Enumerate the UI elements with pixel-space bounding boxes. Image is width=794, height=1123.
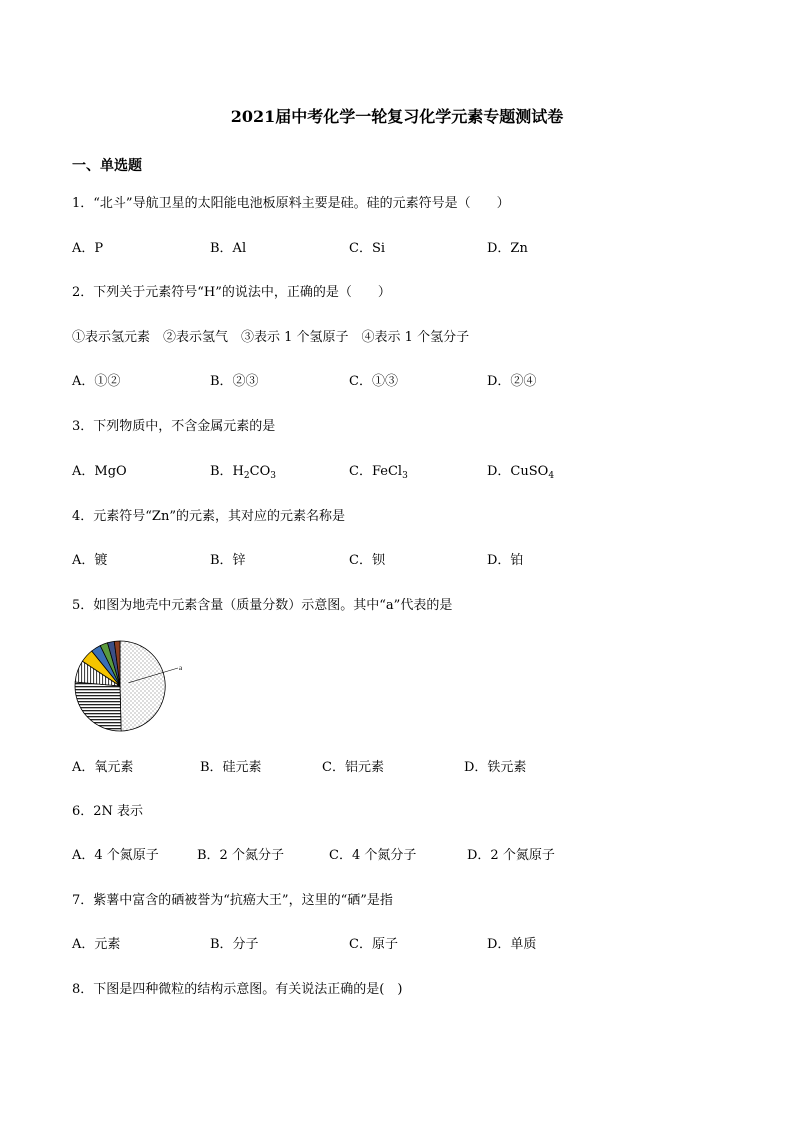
question-3-option-a: A．MgO (72, 464, 127, 479)
section-heading: 一、单选题 (72, 158, 142, 174)
question-2-option-a: A．①② (72, 374, 121, 389)
pie-slice-2 (75, 682, 121, 731)
question-6-stem: 6．2N 表示 (72, 804, 144, 819)
question-1-stem: 1．“北斗”导航卫星的太阳能电池板原料主要是硅。硅的元素符号是（ ） (72, 196, 510, 211)
page-title: 2021届中考化学一轮复习化学元素专题测试卷 (230, 107, 564, 126)
question-6-option-c: C．4 个氮分子 (329, 848, 417, 863)
question-3-option-b: B．$H_2CO_3$ (210, 464, 276, 481)
question-5-option-a: A．氧元素 (72, 760, 134, 775)
question-2-option-d: D．②④ (487, 374, 537, 389)
question-4-option-b: B．锌 (210, 553, 246, 568)
question-4-option-c: C．钡 (349, 553, 385, 568)
question-1-option-b: B．Al (210, 241, 247, 256)
question-5-option-d: D．铁元素 (464, 760, 527, 775)
question-3-option-c: C．FeCl$_3$ (349, 464, 408, 481)
question-7-option-a: A．元素 (72, 937, 121, 952)
question-2-option-b: B．②③ (210, 374, 259, 389)
question-2-option-c: C．①③ (349, 374, 398, 389)
question-4-option-d: D．铂 (487, 553, 524, 568)
question-7-option-d: D．单质 (487, 937, 537, 952)
question-4-option-a: A．镀 (72, 553, 108, 568)
question-5-option-b: B．硅元素 (200, 760, 262, 775)
question-3-option-d: D．CuSO$_4$ (487, 464, 555, 481)
pie-slice-1 (120, 641, 165, 731)
question-1-option-d: D．Zn (487, 241, 528, 256)
question-2-statements: ①表示氢元素 ②表示氢气 ③表示 1 个氢原子 ④表示 1 个氢分子 (72, 330, 470, 345)
question-2-stem: 2．下列关于元素符号“H”的说法中，正确的是（ ） (72, 285, 391, 300)
question-5-option-c: C．铝元素 (322, 760, 384, 775)
question-7-option-c: C．原子 (349, 937, 398, 952)
question-7-stem: 7．紫薯中富含的硒被誉为“抗癌大王”，这里的“硒”是指 (72, 893, 393, 908)
question-7-option-b: B．分子 (210, 937, 259, 952)
question-6-option-d: D．2 个氮原子 (467, 848, 555, 863)
question-4-stem: 4．元素符号“Zn”的元素，其对应的元素名称是 (72, 509, 345, 524)
question-3-stem: 3．下列物质中，不含金属元素的是 (72, 419, 276, 434)
element-content-pie-chart (72, 638, 192, 734)
question-5-stem: 5．如图为地壳中元素含量（质量分数）示意图。其中“a”代表的是 (72, 598, 453, 613)
slice-label-a: a (179, 664, 183, 672)
question-6-option-b: B．2 个氮分子 (197, 848, 284, 863)
question-8-stem: 8．下图是四种微粒的结构示意图。有关说法正确的是( ) (72, 982, 403, 997)
question-1-option-a: A．P (72, 241, 104, 256)
question-6-option-a: A．4 个氮原子 (72, 848, 159, 863)
question-1-option-c: C．Si (349, 241, 386, 256)
